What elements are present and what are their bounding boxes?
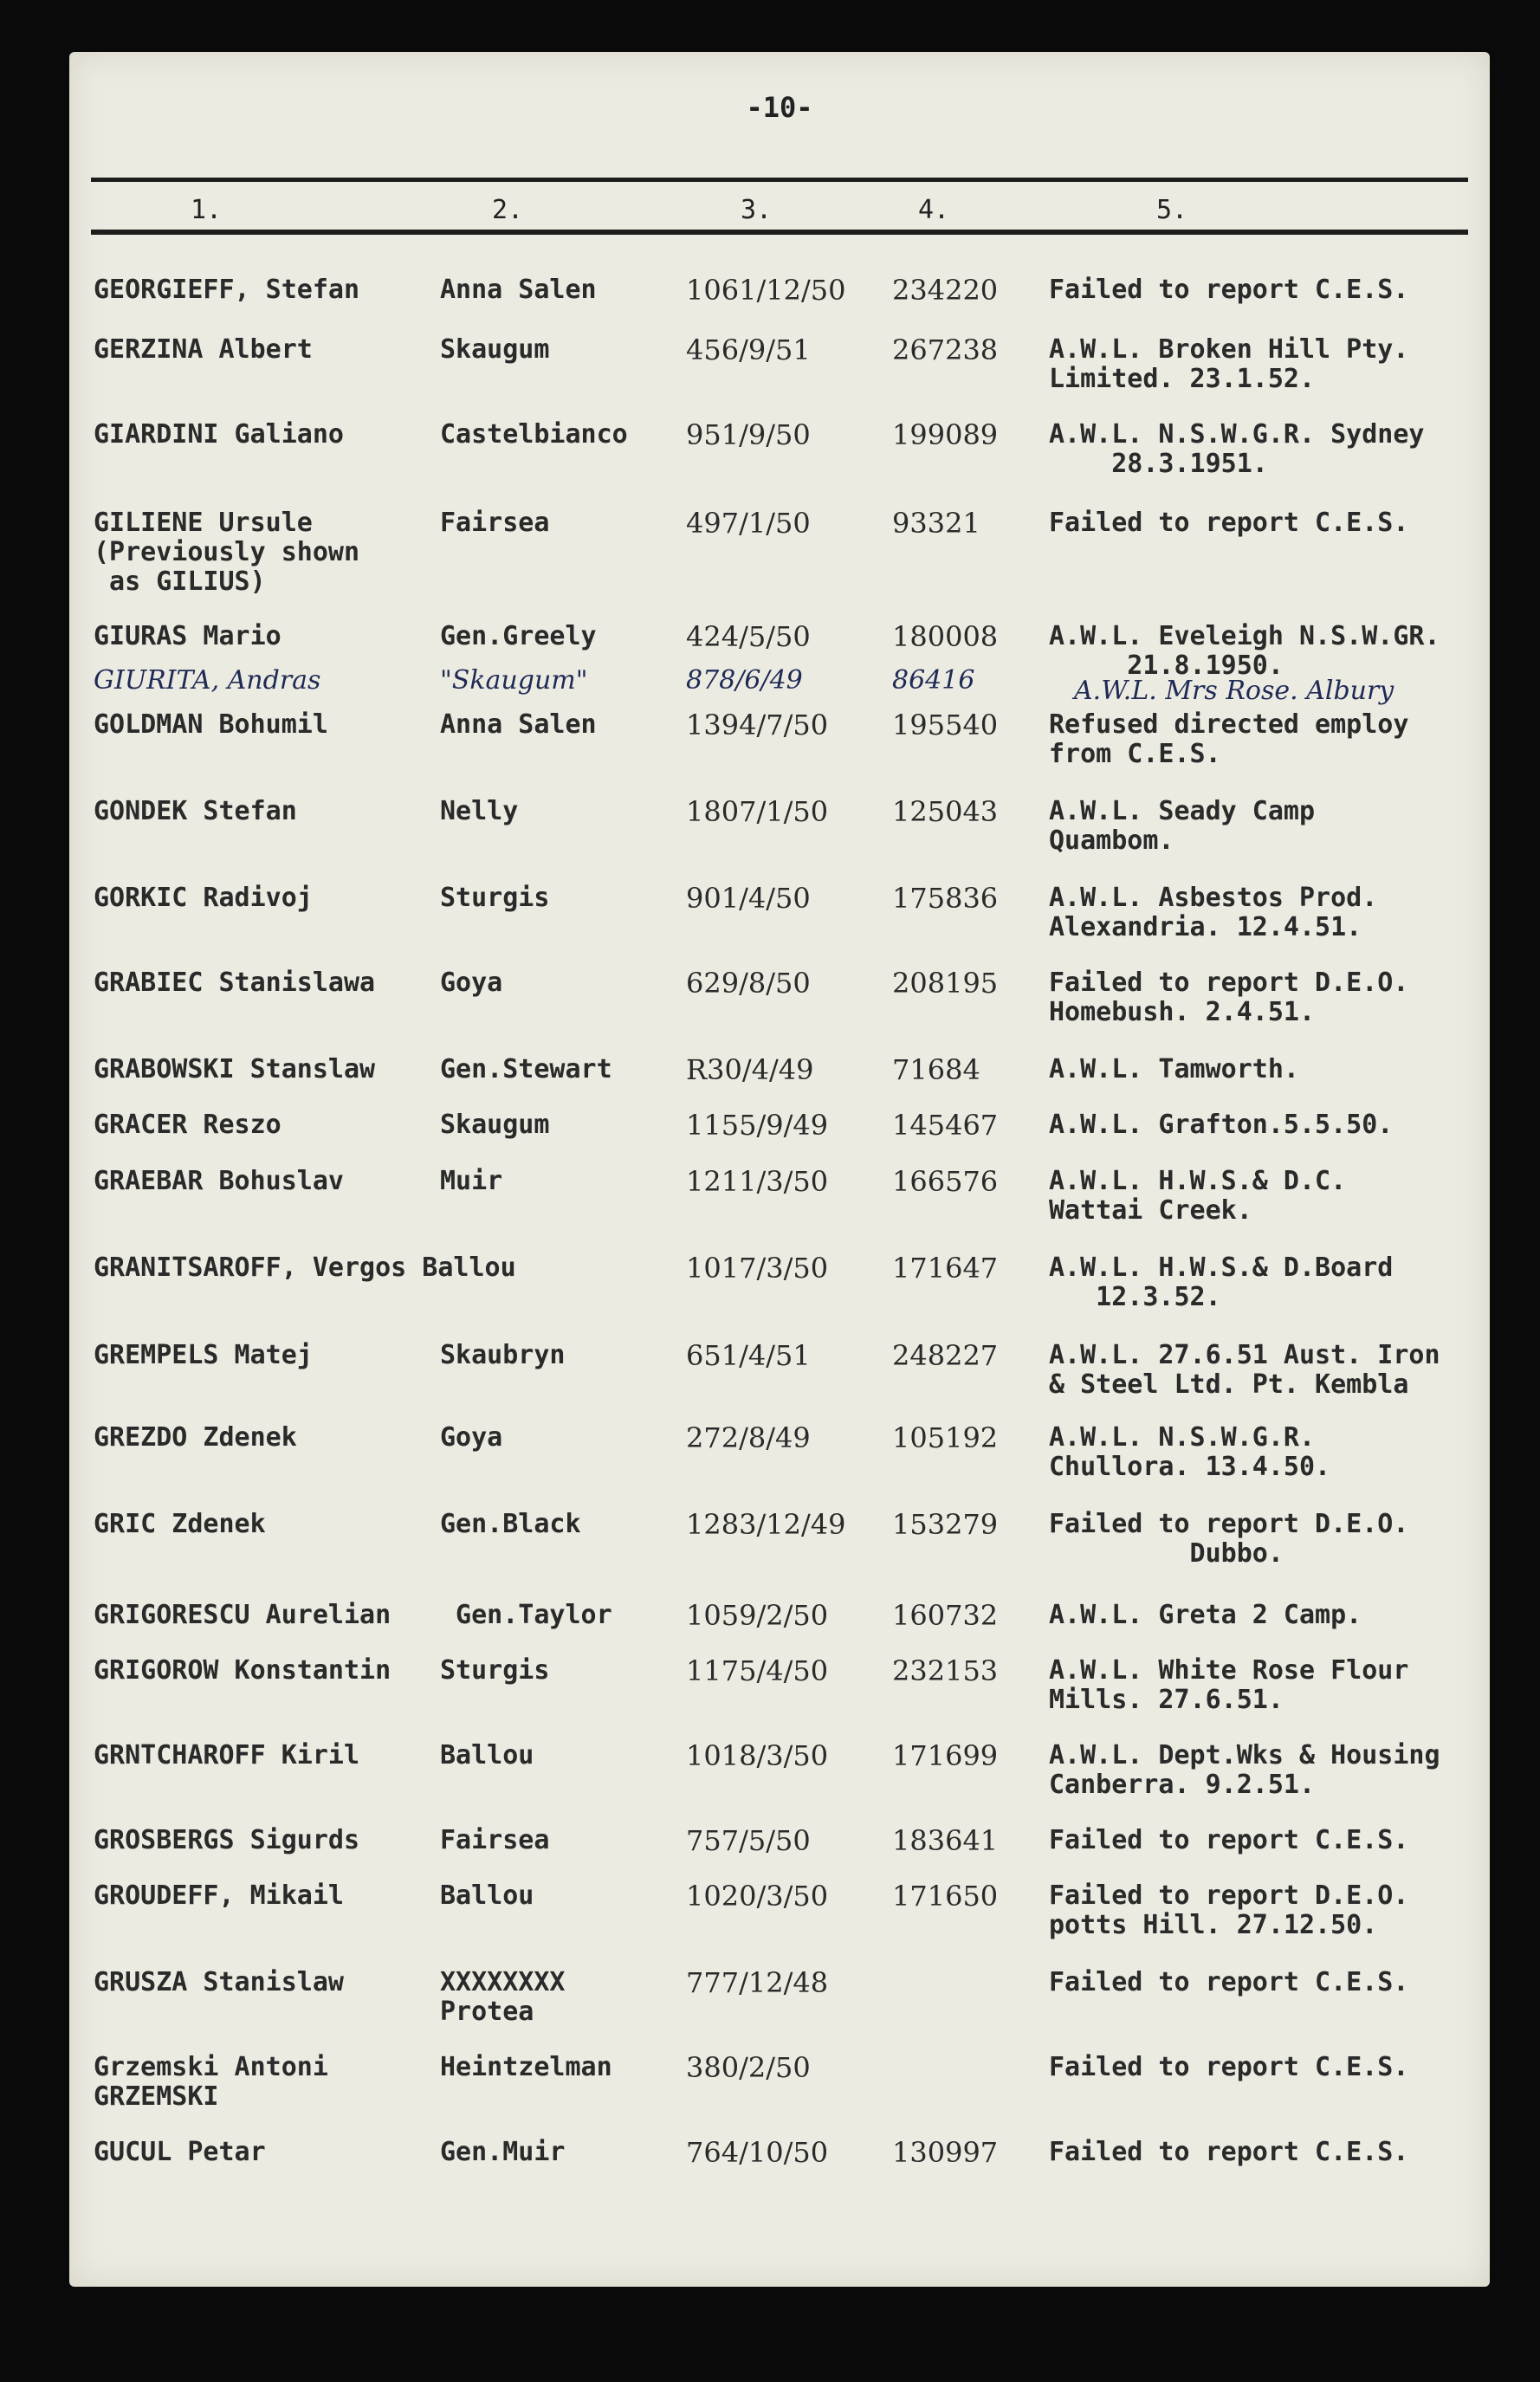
column-header-2: 2.: [492, 195, 524, 225]
number-cell: 267238: [892, 333, 999, 366]
ship-cell: [440, 968, 502, 998]
remarks-line: Failed to report C.E.S.: [1049, 1967, 1409, 1997]
name-text: GROSBERGS Sigurds: [94, 1825, 360, 1855]
handwritten-ship: "Skaugum": [440, 665, 588, 696]
name-text: GROUDEFF, Mikail: [94, 1880, 344, 1911]
ship-text: XXXXXXXX: [440, 1967, 566, 1997]
remarks-line: Chullora. 13.4.50.: [1049, 1452, 1331, 1482]
name-cell: [94, 2138, 266, 2167]
ship-cell: [440, 2053, 612, 2082]
remarks-line: Failed to report C.E.S.: [1049, 2137, 1409, 2167]
remarks-line: Homebush. 2.4.51.: [1049, 997, 1316, 1027]
remarks-cell: [1049, 1167, 1346, 1226]
name-text: GRABOWSKI Stanslaw: [94, 1054, 376, 1084]
ship-text: Gen.Muir: [440, 2137, 566, 2167]
name-text: GRIC Zdenek: [94, 1509, 266, 1539]
ship-text: Gen.Black: [440, 1509, 581, 1539]
remarks-cell: [1049, 1423, 1330, 1482]
reference-cell: 272/8/49: [686, 1421, 811, 1454]
remarks-line: Failed to report C.E.S.: [1049, 1825, 1409, 1855]
name-text: GRACER Reszo: [94, 1110, 281, 1140]
ship-text: Ballou: [440, 1740, 534, 1770]
remarks-cell: [1049, 1968, 1408, 1997]
number-cell: 71684: [892, 1053, 980, 1086]
name-text: GERZINA Albert: [94, 334, 313, 365]
reference-cell: 764/10/50: [686, 2136, 829, 2169]
remarks-line: A.W.L. Seady Camp: [1049, 796, 1316, 826]
remarks-cell: [1049, 1110, 1393, 1140]
name-cell: [94, 1341, 313, 1370]
ship-cell: [440, 1341, 566, 1370]
ship-text: Sturgis: [440, 883, 550, 913]
number-cell: 105192: [892, 1421, 999, 1454]
name-subline: (Previously shown: [94, 537, 360, 567]
reference-cell: 1017/3/50: [686, 1252, 829, 1285]
remarks-cell: [1049, 1656, 1408, 1715]
name-cell: [94, 420, 344, 450]
page-number: -10-: [746, 91, 813, 124]
ship-text: Skaubryn: [440, 1340, 566, 1370]
name-text: GRAEBAR Bohuslav: [94, 1166, 344, 1196]
remarks-line: A.W.L. N.S.W.G.R. Sydney: [1049, 419, 1425, 450]
remarks-line: Failed to report C.E.S.: [1049, 275, 1409, 305]
remarks-line: A.W.L. Grafton.5.5.50.: [1049, 1110, 1394, 1140]
header-rule-bottom: [91, 230, 1468, 235]
name-text: Grzemski Antoni: [94, 2052, 328, 2082]
remarks-cell: [1049, 335, 1408, 394]
name-cell: [94, 622, 281, 651]
ship-text: Goya: [440, 1422, 503, 1453]
remarks-line: Failed to report C.E.S.: [1049, 508, 1409, 538]
reference-cell: 1211/3/50: [686, 1165, 829, 1198]
name-text: GUCUL Petar: [94, 2137, 266, 2167]
ship-cell: [440, 335, 549, 365]
name-cell: [94, 710, 328, 740]
remarks-line: Failed to report D.E.O.: [1049, 1509, 1409, 1539]
remarks-cell: [1049, 2053, 1408, 2082]
remarks-line: Failed to report C.E.S.: [1049, 2052, 1409, 2082]
handwritten-ref: 878/6/49: [686, 665, 803, 696]
name-text: GONDEK Stefan: [94, 796, 297, 826]
number-cell: 130997: [892, 2136, 999, 2169]
ship-cell: [440, 884, 549, 913]
ship-cell: [440, 1110, 549, 1140]
name-cell: [94, 1167, 344, 1196]
remarks-line: Dubbo.: [1049, 1538, 1284, 1569]
remarks-line: 12.3.52.: [1049, 1282, 1221, 1312]
reference-cell: 497/1/50: [686, 507, 811, 540]
ship-text: Gen.Stewart: [440, 1054, 612, 1084]
reference-cell: 629/8/50: [686, 967, 811, 1000]
remarks-cell: [1049, 1055, 1299, 1084]
ship-cell: [440, 1601, 612, 1630]
remarks-cell: [1049, 710, 1408, 769]
remarks-line: from C.E.S.: [1049, 739, 1221, 769]
number-cell: 183641: [892, 1824, 999, 1857]
ship-cell: [440, 1968, 566, 2027]
number-cell: 171647: [892, 1252, 999, 1285]
name-cell: [94, 275, 359, 305]
name-cell: [94, 2053, 328, 2112]
number-cell: 171699: [892, 1739, 999, 1772]
name-text: GORKIC Radivoj: [94, 883, 313, 913]
name-text: GRIGORESCU Aurelian: [94, 1600, 391, 1630]
name-text: GREMPELS Matej: [94, 1340, 313, 1370]
reference-cell: 1018/3/50: [686, 1739, 829, 1772]
name-cell: [94, 1881, 344, 1911]
remarks-cell: [1049, 1741, 1440, 1800]
ship-cell: [440, 1741, 534, 1770]
name-text: GRNTCHAROFF Kiril: [94, 1740, 360, 1770]
ship-text: Fairsea: [440, 508, 550, 538]
ship-cell: [440, 710, 597, 740]
remarks-line: Wattai Creek.: [1049, 1195, 1252, 1226]
remarks-cell: [1049, 275, 1408, 305]
remarks-cell: [1049, 1826, 1408, 1855]
reference-cell: 1059/2/50: [686, 1599, 829, 1632]
number-cell: 93321: [892, 507, 980, 540]
name-cell: [94, 335, 313, 365]
name-text: GOLDMAN Bohumil: [94, 709, 328, 740]
name-text: GEORGIEFF, Stefan: [94, 275, 360, 305]
ship-text: Skaugum: [440, 334, 550, 365]
remarks-cell: [1049, 797, 1315, 856]
ship-text: Goya: [440, 968, 503, 998]
ship-cell: [440, 1656, 549, 1686]
ship-text: Gen.Taylor: [440, 1600, 612, 1630]
name-subline: as GILIUS): [94, 566, 266, 597]
name-cell: [94, 508, 359, 597]
name-text: GRIGOROW Konstantin: [94, 1655, 391, 1686]
reference-cell: 1061/12/50: [686, 274, 846, 307]
reference-cell: 1394/7/50: [686, 709, 829, 741]
reference-cell: 1283/12/49: [686, 1508, 846, 1541]
name-cell: [94, 1741, 359, 1770]
remarks-line: A.W.L. Eveleigh N.S.W.GR.: [1049, 621, 1440, 651]
remarks-line: Quambom.: [1049, 825, 1174, 856]
ship-text: Anna Salen: [440, 709, 597, 740]
name-cell: [94, 1423, 297, 1453]
remarks-cell: [1049, 1601, 1362, 1630]
name-cell: [94, 1968, 344, 1997]
remarks-line: A.W.L. Greta 2 Camp.: [1049, 1600, 1362, 1630]
reference-cell: 901/4/50: [686, 882, 811, 915]
ship-text: Skaugum: [440, 1110, 550, 1140]
number-cell: 199089: [892, 418, 999, 451]
name-cell: [94, 1656, 391, 1686]
number-cell: 232153: [892, 1654, 999, 1687]
remarks-line: Canberra. 9.2.51.: [1049, 1770, 1316, 1800]
ship-cell: [440, 622, 597, 651]
remarks-line: A.W.L. H.W.S.& D.C.: [1049, 1166, 1347, 1196]
handwritten-remarks: A.W.L. Mrs Rose. Albury: [1074, 676, 1394, 706]
remarks-line: A.W.L. Asbestos Prod.: [1049, 883, 1378, 913]
name-cell: [94, 1253, 516, 1283]
name-cell: [94, 797, 297, 826]
ship-cell: [440, 275, 597, 305]
remarks-line: Failed to report D.E.O.: [1049, 968, 1409, 998]
ship-cell: [440, 1510, 581, 1539]
remarks-cell: [1049, 2138, 1408, 2167]
reference-cell: 777/12/48: [686, 1966, 829, 1999]
remarks-line: 28.3.1951.: [1049, 449, 1268, 479]
column-header-5: 5.: [1156, 195, 1188, 225]
ship-cell: [440, 508, 549, 538]
reference-cell: 757/5/50: [686, 1824, 811, 1857]
reference-cell: 1020/3/50: [686, 1880, 829, 1913]
remarks-line: Failed to report D.E.O.: [1049, 1880, 1409, 1911]
remarks-cell: [1049, 968, 1408, 1027]
number-cell: 145467: [892, 1109, 999, 1142]
remarks-cell: [1049, 1341, 1440, 1400]
remarks-cell: [1049, 1510, 1408, 1569]
remarks-cell: [1049, 420, 1424, 479]
name-text: GRABIEC Stanislawa: [94, 968, 376, 998]
remarks-line: A.W.L. N.S.W.G.R.: [1049, 1422, 1316, 1453]
handwritten-number: 86416: [892, 665, 975, 696]
reference-cell: 456/9/51: [686, 333, 811, 366]
number-cell: 180008: [892, 620, 999, 653]
remarks-line: A.W.L. H.W.S.& D.Board: [1049, 1252, 1394, 1283]
ship-text: Nelly: [440, 796, 519, 826]
ship-cell: [440, 797, 518, 826]
number-cell: 125043: [892, 795, 999, 828]
name-cell: [94, 884, 313, 913]
ship-text: Ballou: [440, 1880, 534, 1911]
reference-cell: R30/4/49: [686, 1053, 814, 1086]
header-rule-top: [91, 178, 1468, 182]
remarks-line: A.W.L. 27.6.51 Aust. Iron: [1049, 1340, 1440, 1370]
ship-text: Castelbianco: [440, 419, 628, 450]
number-cell: 234220: [892, 274, 999, 307]
ship-cell: [440, 1167, 502, 1196]
name-text: GIARDINI Galiano: [94, 419, 344, 450]
number-cell: 171650: [892, 1880, 999, 1913]
ship-text: Anna Salen: [440, 275, 597, 305]
handwritten-name: GIURITA, Andras: [94, 665, 321, 696]
reference-cell: 651/4/51: [686, 1339, 811, 1372]
remarks-line: A.W.L. Dept.Wks & Housing: [1049, 1740, 1440, 1770]
ship-cell: [440, 1055, 612, 1084]
column-header-4: 4.: [918, 195, 950, 225]
ship-cell: [440, 2138, 566, 2167]
ship-text: Heintzelman: [440, 2052, 612, 2082]
name-cell: [94, 1110, 281, 1140]
name-text: GRUSZA Stanislaw: [94, 1967, 344, 1997]
ship-cell: [440, 1423, 502, 1453]
number-cell: 208195: [892, 967, 999, 1000]
ship-text: Sturgis: [440, 1655, 550, 1686]
remarks-line: Alexandria. 12.4.51.: [1049, 912, 1362, 942]
name-text: GIURAS Mario: [94, 621, 281, 651]
ship-text: Fairsea: [440, 1825, 550, 1855]
ship-cell: [440, 420, 628, 450]
name-subline: GRZEMSKI: [94, 2081, 219, 2112]
reference-cell: 951/9/50: [686, 418, 811, 451]
ship-cell: [440, 1881, 534, 1911]
column-header-1: 1.: [191, 195, 223, 225]
name-cell: [94, 968, 375, 998]
number-cell: 160732: [892, 1599, 999, 1632]
remarks-cell: [1049, 1881, 1408, 1940]
name-cell: [94, 1510, 266, 1539]
name-cell: [94, 1601, 391, 1630]
remarks-cell: [1049, 622, 1440, 681]
remarks-line: potts Hill. 27.12.50.: [1049, 1910, 1378, 1940]
ship-text: Muir: [440, 1166, 503, 1196]
name-cell: [94, 1055, 375, 1084]
number-cell: 166576: [892, 1165, 999, 1198]
remarks-line: Mills. 27.6.51.: [1049, 1685, 1284, 1715]
name-text: GRANITSAROFF, Vergos Ballou: [94, 1252, 516, 1283]
name-text: GILIENE Ursule: [94, 508, 313, 538]
remarks-line: Limited. 23.1.52.: [1049, 364, 1316, 394]
reference-cell: 1175/4/50: [686, 1654, 829, 1687]
remarks-cell: [1049, 884, 1377, 942]
remarks-line: A.W.L. White Rose Flour: [1049, 1655, 1409, 1686]
ship-cell: [440, 1826, 549, 1855]
name-text: GREZDO Zdenek: [94, 1422, 297, 1453]
number-cell: 195540: [892, 709, 999, 741]
remarks-line: & Steel Ltd. Pt. Kembla: [1049, 1369, 1409, 1400]
remarks-cell: [1049, 508, 1408, 538]
ship-subline: Protea: [440, 1997, 534, 2027]
name-cell: [94, 1826, 359, 1855]
reference-cell: 1155/9/49: [686, 1109, 829, 1142]
number-cell: 175836: [892, 882, 999, 915]
column-header-3: 3.: [741, 195, 773, 225]
reference-cell: 1807/1/50: [686, 795, 829, 828]
reference-cell: 380/2/50: [686, 2051, 811, 2084]
remarks-line: 21.8.1950.: [1049, 651, 1284, 681]
remarks-line: Refused directed employ: [1049, 709, 1409, 740]
reference-cell: 424/5/50: [686, 620, 811, 653]
number-cell: 153279: [892, 1508, 999, 1541]
remarks-line: A.W.L. Tamworth.: [1049, 1054, 1299, 1084]
ship-text: Gen.Greely: [440, 621, 597, 651]
remarks-cell: [1049, 1253, 1393, 1312]
number-cell: 248227: [892, 1339, 999, 1372]
document-page: [69, 52, 1490, 2287]
remarks-line: A.W.L. Broken Hill Pty.: [1049, 334, 1409, 365]
